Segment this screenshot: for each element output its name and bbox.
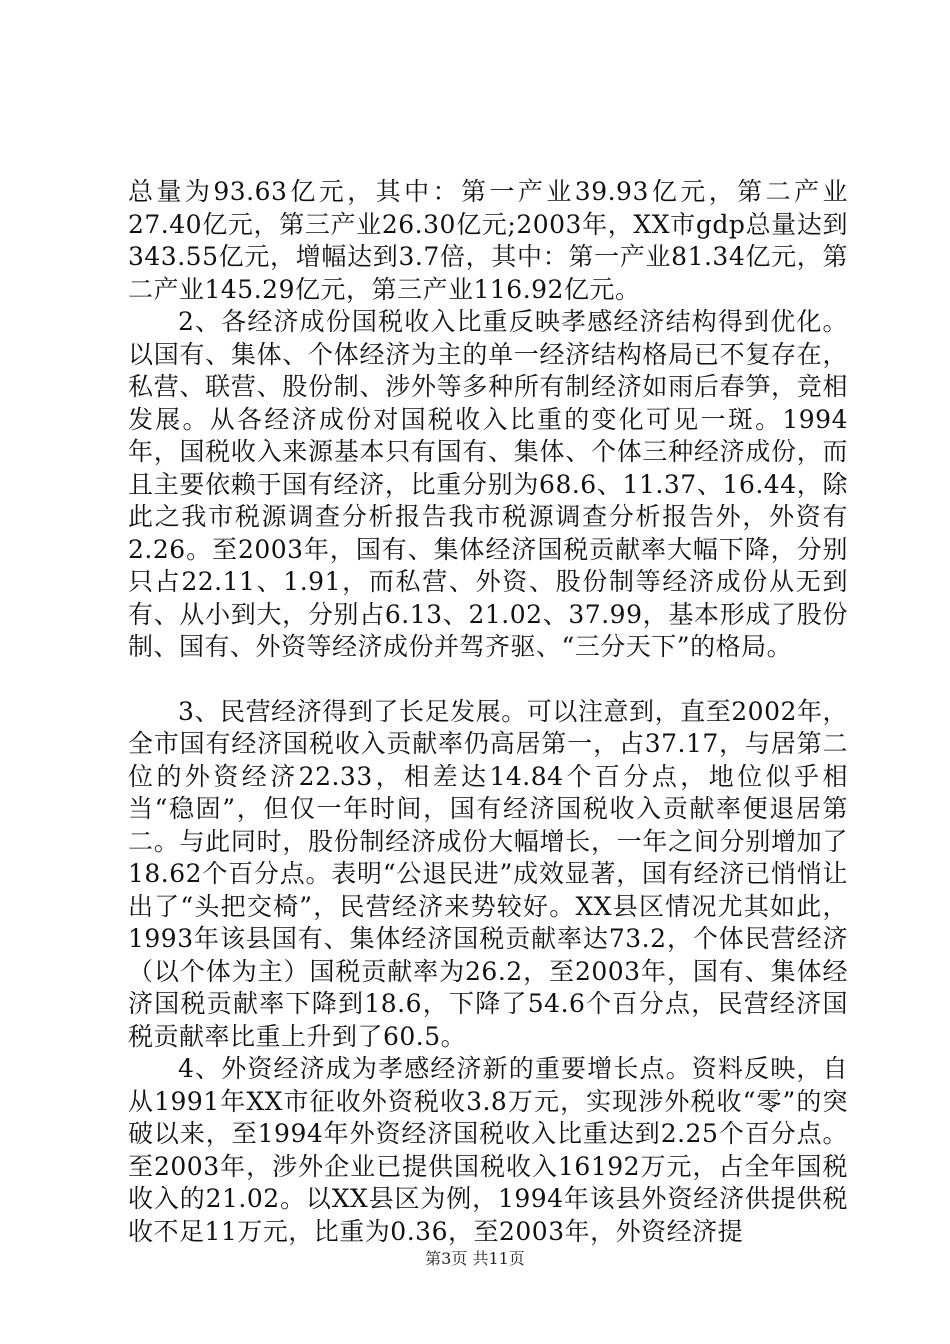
paragraph-private-economy: 3、民营经济得到了长足发展。可以注意到，直至2002年，全市国有经济国税收入贡献率仍高居第一，占37.17，与居第二位的外资经济22.33，相差达14.84个百分点，地位似乎相当“稳固”，但仅一年时间，国有经济国税收入贡献率便退居第二。与此同时，股份制经济成份大幅增长，一年之间分别增加了18.62个百分点。表明“公退民进”成效显著，国有经济已悄悄让出了“头把交椅”，民营经济来势较好。XX县区情况尤其如此，1993年该县国有、集体经济国税贡献率达73.2，个体民营经济（以个体为主）国税贡献率为26.2，至2003年，国有、集体经济国税贡献率下降到18.6，下降了54.6个百分点，民营经济国税贡献率比重上升到了60.5。: [128, 696, 848, 1051]
paragraph-continuation: 总量为93.63亿元，其中：第一产业39.93亿元，第二产业27.40亿元，第三产业26.30亿元;2003年，XX市gdp总量达到343.55亿元，增幅达到3.7倍，其中：第一产业81.34亿元，第二产业145.29亿元，第三产业116.92亿元。: [128, 177, 848, 304]
page-number-footer: 第3页 共11页: [425, 1249, 525, 1268]
paragraph-economic-structure: 2、各经济成份国税收入比重反映孝感经济结构得到优化。以国有、集体、个体经济为主的单一经济结构格局已不复存在，私营、联营、股份制、涉外等多种所有制经济如雨后春笋，竞相发展。从各经济成份对国税收入比重的变化可见一斑。1994年，国税收入来源基本只有国有、集体、个体三种经济成份，而且主要依赖于国有经济，比重分别为68.6、11.37、16.44，除此之我市税源调查分析报告我市税源调查分析报告外，外资有2.26。至2003年，国有、集体经济国税贡献率大幅下降，分别只占22.11、1.91，而私营、外资、股份制等经济成份从无到有、从小到大，分别占6.13、21.02、37.99，基本形成了股份制、国有、外资等经济成份并驾齐驱、“三分天下”的格局。: [128, 307, 848, 661]
document-body: [128, 176, 848, 1248]
paragraph-foreign-economy: 4、外资经济成为孝感经济新的重要增长点。资料反映，自从1991年XX市征收外资税收3.8万元，实现涉外税收“零”的突破以来，至1994年外资经济国税收入比重达到2.25个百分点。至2003年，涉外企业已提供国税收入16192万元，占全年国税收入的21.02。以XX县区为例，1994年该县外资经济供提供税收不足11万元，比重为0.36，至2003年，外资经济提: [128, 1054, 848, 1246]
